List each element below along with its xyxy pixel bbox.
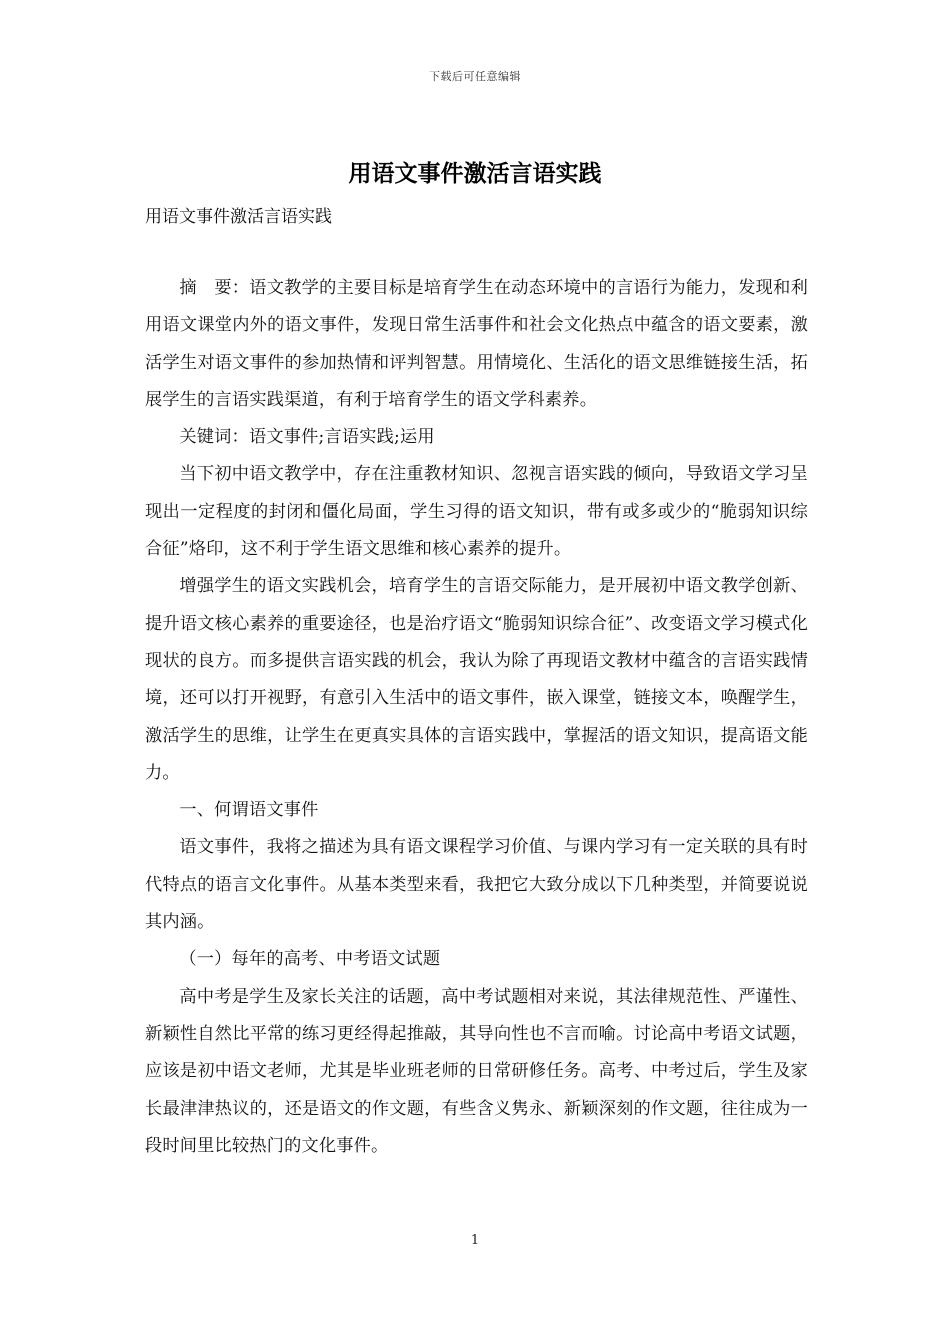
document-title: 用语文事件激活言语实践	[348, 160, 602, 187]
body-paragraph: 当下初中语文教学中，存在注重教材知识、忽视言语实践的倾向，导致语文学习呈现出一定程度的封闭和僵化局面，学生习得的语文知识，带有或多或少的“脆弱知识综合征”烙印，这不利于学生语文思维和核心素养的提升。	[145, 464, 808, 560]
section-heading: 一、何谓语文事件	[179, 800, 319, 821]
body-paragraph: 语文事件，我将之描述为具有语文课程学习价值、与课内学习有一定关联的具有时代特点的语言文化事件。从基本类型来看，我把它大致分成以下几种类型，并简要说说其内涵。	[145, 837, 808, 933]
body-paragraph: 增强学生的语文实践机会，培育学生的言语交际能力，是开展初中语文教学创新、提升语文核心素养的重要途径，也是治疗语文“脆弱知识综合征”、改变语文学习模式化现状的良方。而多提供言语实践的机会，我认为除了再现语文教材中蕴含的言语实践情境，还可以打开视野，有意引入生活中的语文事件，嵌入课堂，链接文本，唤醒学生，激活学生的思维，让学生在更真实具体的言语实践中，掌握活的语文知识，提高语文能力。	[145, 576, 808, 783]
keywords-paragraph: 关键词：语文事件;言语实践;运用	[179, 427, 435, 448]
body-paragraph: 高中考是学生及家长关注的话题，高中考试题相对来说，其法律规范性、严谨性、新颖性自然比平常的练习更经得起推敲，其导向性也不言而喻。讨论高中考语文试题，应该是初中语文老师，尤其是毕业班老师的日常研修任务。高考、中考过后，学生及家长最津津热议的，还是语文的作文题，有些含义隽永、新颖深刻的作文题，往往成为一段时间里比较热门的文化事件。	[145, 986, 808, 1156]
abstract-paragraph: 摘 要：语文教学的主要目标是培育学生在动态环境中的言语行为能力，发现和利用语文课堂内外的语文事件，发现日常生活事件和社会文化热点中蕴含的语文要素，激活学生对语文事件的参加热情和评判智慧。用情境化、生活化的语文思维链接生活，拓展学生的言语实践渠道，有利于培育学生的语文学科素养。	[145, 278, 808, 410]
document-subtitle: 用语文事件激活言语实践	[145, 207, 332, 227]
page-header-note: 下载后可任意编辑	[429, 70, 521, 83]
subsection-heading: （一）每年的高考、中考语文试题	[179, 949, 441, 970]
page-number: 1	[470, 1233, 480, 1248]
document-body	[145, 270, 808, 1165]
